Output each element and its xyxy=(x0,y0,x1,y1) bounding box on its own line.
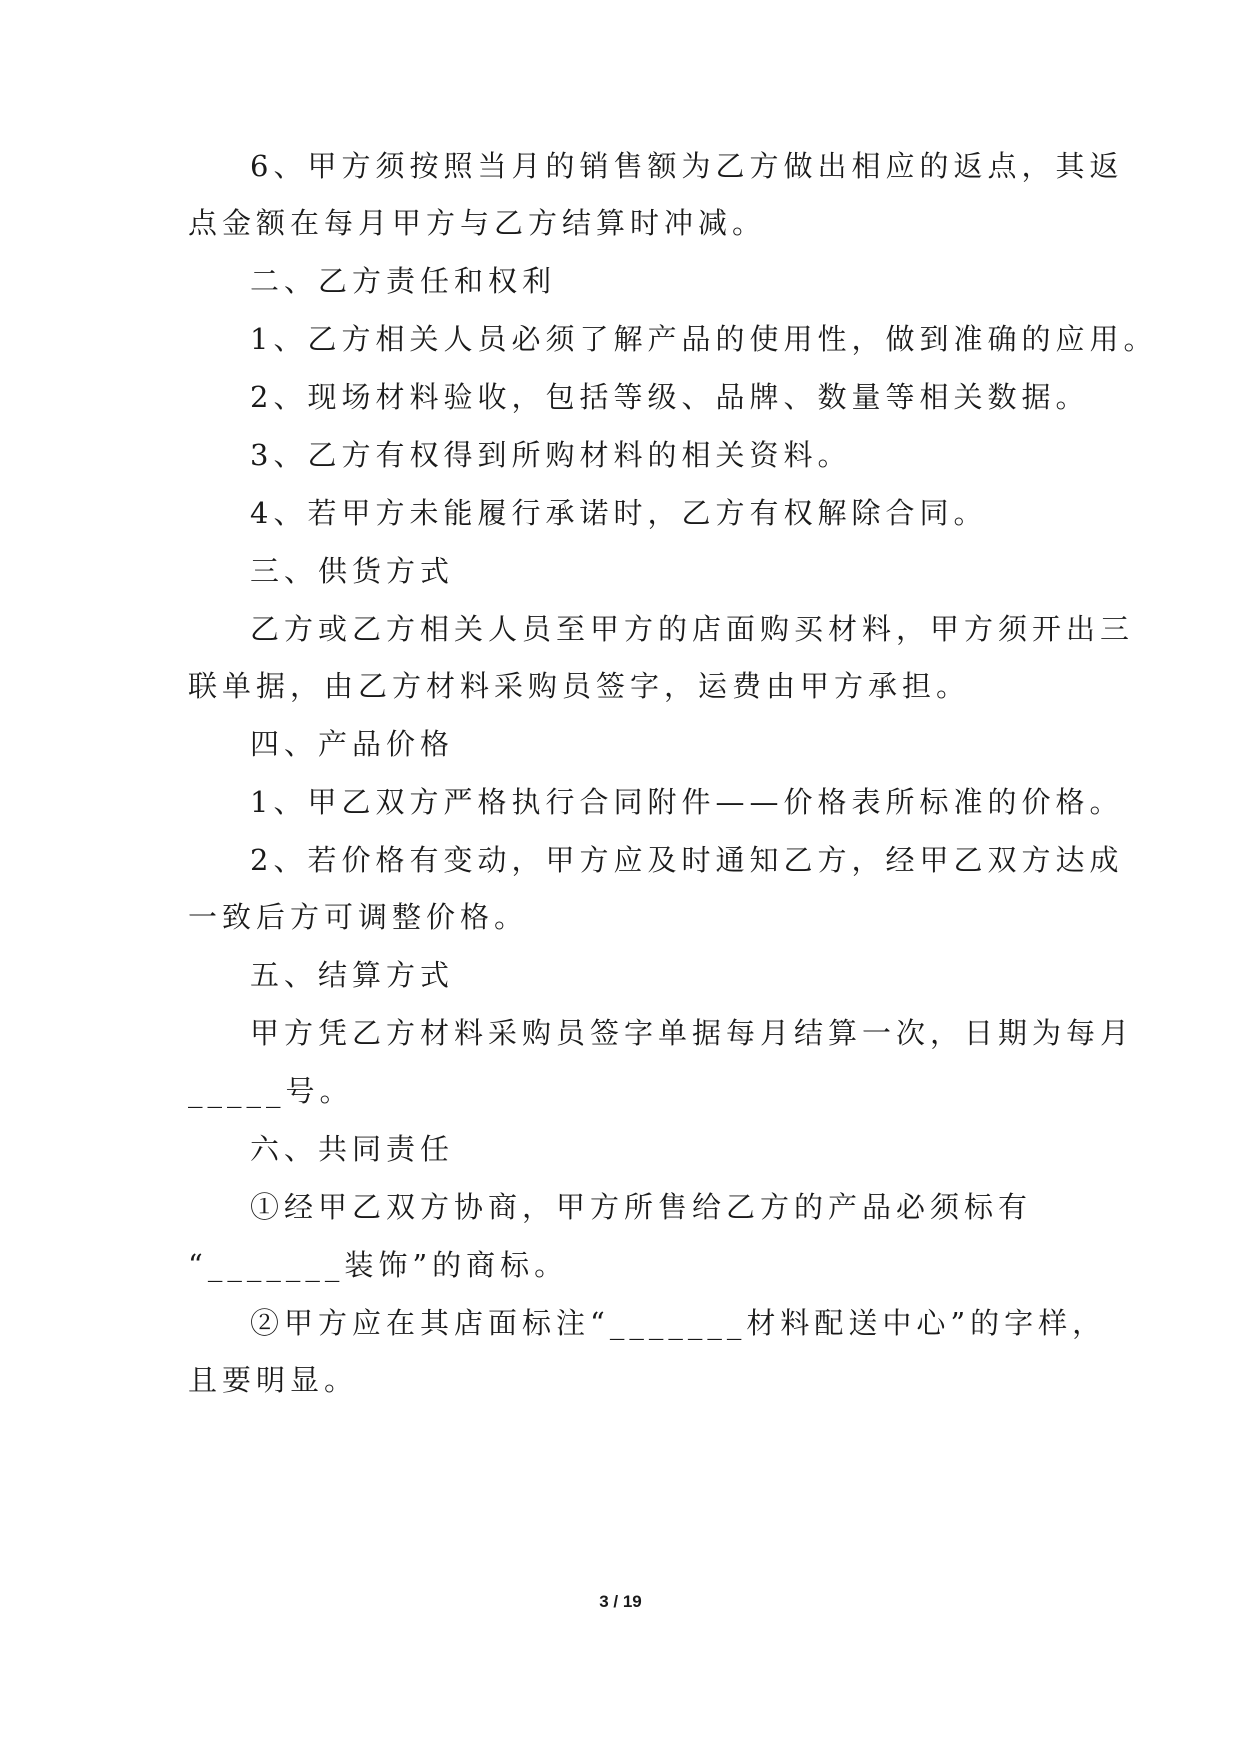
paragraph-line: 乙方或乙方相关人员至甲方的店面购买材料，甲方须开出三 xyxy=(250,612,1135,646)
paragraph-line: 2、现场材料验收，包括等级、品牌、数量等相关数据。 xyxy=(250,380,1090,414)
paragraph-line: 联单据，由乙方材料采购员签字，运费由甲方承担。 xyxy=(188,669,971,703)
section-heading: 三、供货方式 xyxy=(250,554,455,588)
paragraph-line: “_______装饰”的商标。 xyxy=(188,1248,569,1282)
section-heading: 四、产品价格 xyxy=(250,727,455,761)
paragraph-line: 2、若价格有变动，甲方应及时通知乙方，经甲乙双方达成 xyxy=(250,843,1124,877)
section-heading: 二、乙方责任和权利 xyxy=(250,264,557,298)
paragraph-line: 3、乙方有权得到所购材料的相关资料。 xyxy=(250,438,852,472)
paragraph-line: 4、若甲方未能履行承诺时，乙方有权解除合同。 xyxy=(250,496,988,530)
section-heading: 六、共同责任 xyxy=(250,1132,455,1166)
paragraph-line: 一致后方可调整价格。 xyxy=(188,900,529,934)
paragraph-line: 且要明显。 xyxy=(188,1363,359,1397)
page-number: 3 / 19 xyxy=(599,1592,642,1611)
paragraph-line: 1、甲乙双方严格执行合同附件——价格表所标准的价格。 xyxy=(250,785,1124,819)
paragraph-line: 6、甲方须按照当月的销售额为乙方做出相应的返点，其返 xyxy=(250,149,1124,183)
paragraph-line: 点金额在每月甲方与乙方结算时冲减。 xyxy=(188,206,767,240)
section-heading: 五、结算方式 xyxy=(250,958,455,992)
paragraph-line: 1、乙方相关人员必须了解产品的使用性，做到准确的应用。 xyxy=(250,322,1158,356)
paragraph-line: 甲方凭乙方材料采购员签字单据每月结算一次，日期为每月 xyxy=(250,1016,1135,1050)
paragraph-line: ②甲方应在其店面标注“_______材料配送中心”的字样， xyxy=(250,1306,1107,1340)
paragraph-line: ①经甲乙双方协商，甲方所售给乙方的产品必须标有 xyxy=(250,1190,1033,1224)
paragraph-line: _____号。 xyxy=(188,1074,354,1108)
